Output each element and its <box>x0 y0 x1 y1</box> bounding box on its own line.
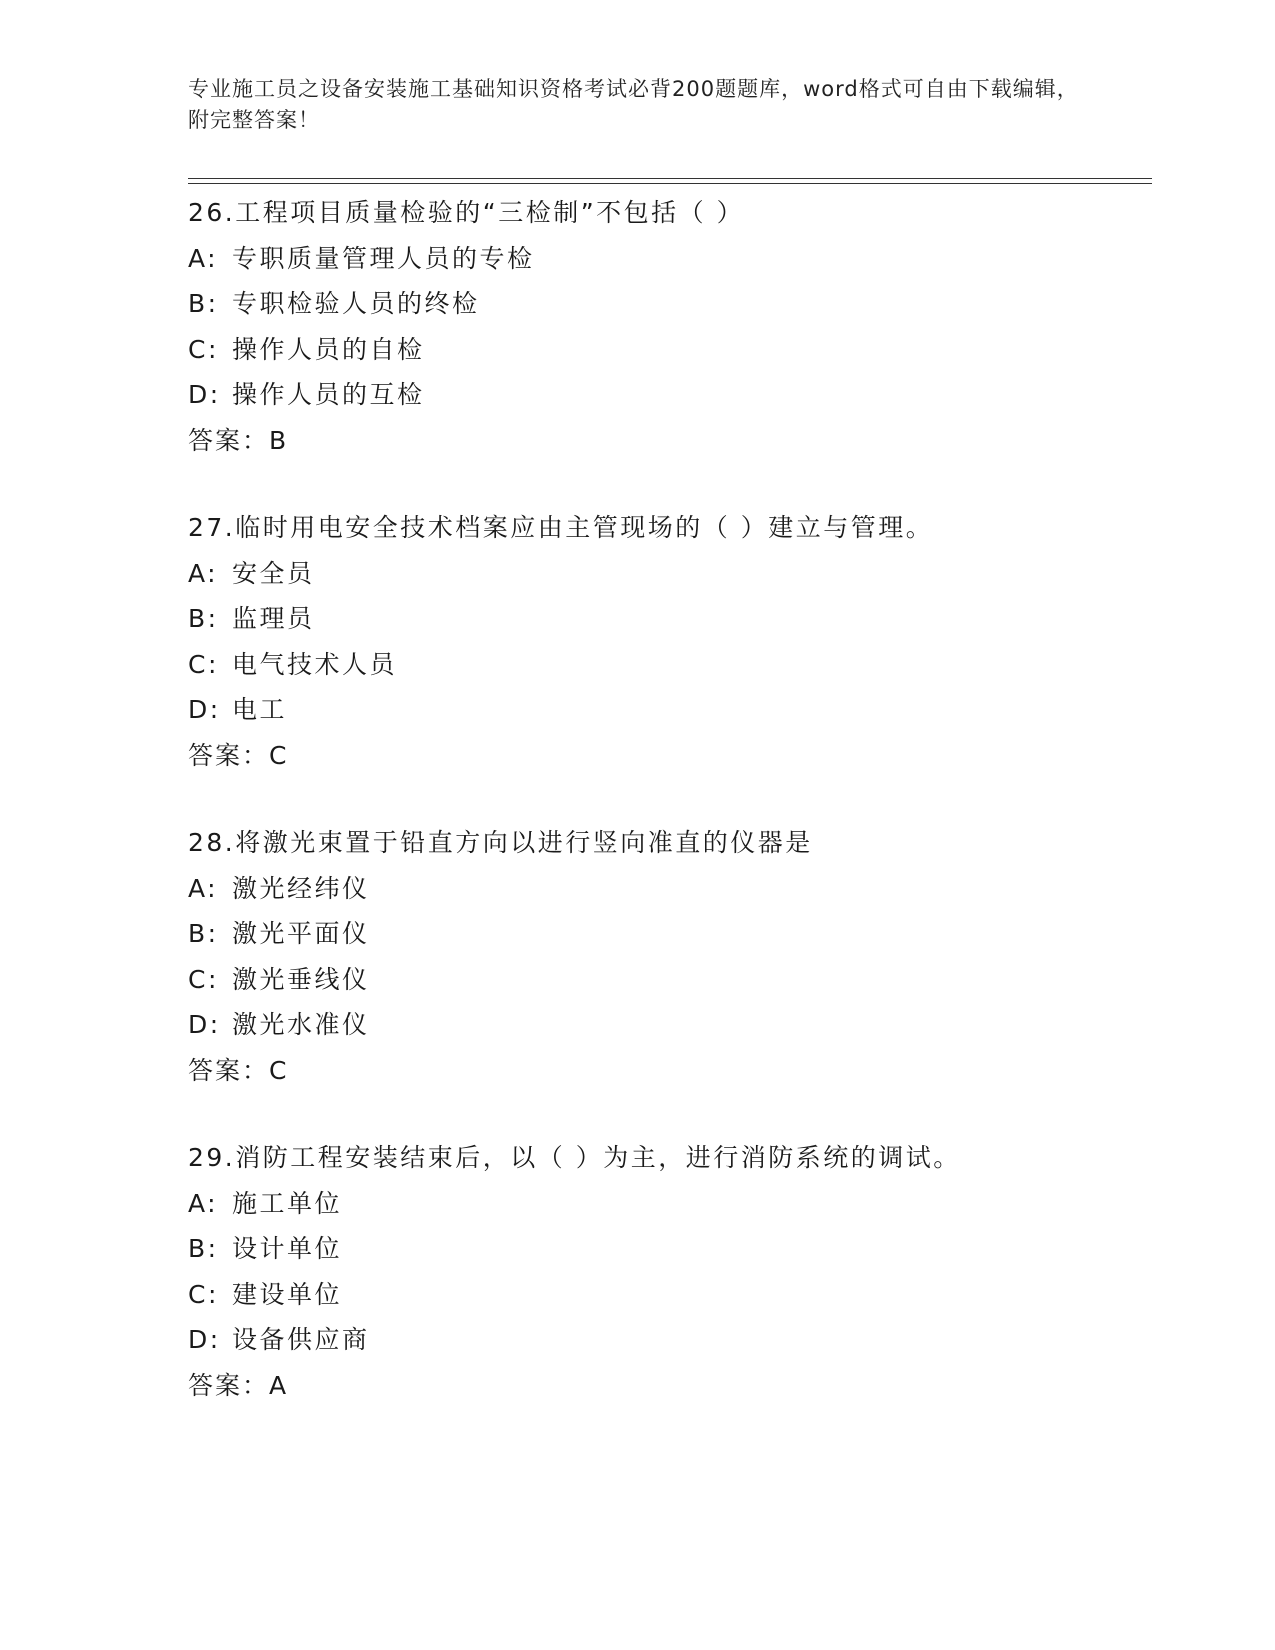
option-d <box>188 372 1148 418</box>
answer-label: 答案： <box>188 425 270 455</box>
option-letter: B: <box>188 289 219 318</box>
header-divider-bottom <box>188 183 1152 184</box>
option-c <box>188 642 1148 688</box>
question-stem: 26.工程项目质量检验的“三检制”不包括（ ） <box>188 198 745 227</box>
question-stem: 27.临时用电安全技术档案应由主管现场的（ ）建立与管理。 <box>188 513 934 542</box>
answer-value: C <box>269 740 289 770</box>
option-text: 设计单位 <box>232 1234 343 1263</box>
option-d <box>188 1002 1148 1048</box>
option-a <box>188 551 1148 597</box>
answer-label: 答案： <box>188 1370 270 1400</box>
question-stem: 29.消防工程安装结束后，以（ ）为主，进行消防系统的调试。 <box>188 1143 961 1172</box>
option-letter: B: <box>188 1234 219 1263</box>
option-letter: D: <box>188 695 221 724</box>
option-d <box>188 687 1148 733</box>
option-text: 建设单位 <box>232 1279 343 1309</box>
answer-line <box>188 1048 1148 1094</box>
option-text: 激光经纬仪 <box>232 873 370 903</box>
option-letter: A: <box>188 1188 219 1218</box>
option-text: 激光平面仪 <box>232 919 370 948</box>
option-text: 安全员 <box>232 558 315 588</box>
answer-value: B <box>269 425 289 455</box>
option-a <box>188 1181 1148 1227</box>
answer-line <box>188 418 1148 464</box>
option-text: 监理员 <box>232 604 315 633</box>
option-c <box>188 327 1148 373</box>
option-text: 专职质量管理人员的专检 <box>232 243 535 273</box>
header-divider-top <box>188 178 1152 179</box>
option-c <box>188 957 1148 1003</box>
option-c <box>188 1272 1148 1318</box>
document-intro: 专业施工员之设备安装施工基础知识资格考试必背200题题库，word格式可自由下载编辑，附完整答案！ <box>188 77 1079 132</box>
option-letter: D: <box>188 380 221 409</box>
answer-value: A <box>269 1370 289 1400</box>
option-text: 激光水准仪 <box>232 1010 370 1039</box>
option-letter: C: <box>188 334 219 364</box>
option-text: 设备供应商 <box>232 1325 370 1354</box>
answer-line <box>188 733 1148 779</box>
option-letter: D: <box>188 1010 221 1039</box>
question-stem: 28.将激光束置于铅直方向以进行竖向准直的仪器是 <box>188 828 813 857</box>
question-29 <box>188 1135 1148 1408</box>
option-b <box>188 1226 1148 1272</box>
option-text: 操作人员的互检 <box>232 380 425 409</box>
option-letter: A: <box>188 558 219 588</box>
option-letter: C: <box>188 964 219 994</box>
option-letter: A: <box>188 243 219 273</box>
question-27 <box>188 505 1148 778</box>
question-26 <box>188 190 1148 463</box>
option-letter: D: <box>188 1325 221 1354</box>
option-letter: B: <box>188 604 219 633</box>
option-letter: C: <box>188 1279 219 1309</box>
option-a <box>188 236 1148 282</box>
option-text: 电气技术人员 <box>232 649 398 679</box>
answer-label: 答案： <box>188 740 270 770</box>
option-text: 操作人员的自检 <box>232 334 425 364</box>
option-b <box>188 281 1148 327</box>
option-letter: C: <box>188 649 219 679</box>
question-list <box>188 190 1148 1450</box>
answer-value: C <box>269 1055 289 1085</box>
option-letter: A: <box>188 873 219 903</box>
option-text: 电工 <box>232 695 288 724</box>
option-letter: B: <box>188 919 219 948</box>
option-text: 施工单位 <box>232 1188 343 1218</box>
option-a <box>188 866 1148 912</box>
option-text: 激光垂线仪 <box>232 964 370 994</box>
option-d <box>188 1317 1148 1363</box>
option-b <box>188 596 1148 642</box>
question-28 <box>188 820 1148 1093</box>
answer-label: 答案： <box>188 1055 270 1085</box>
option-b <box>188 911 1148 957</box>
answer-line <box>188 1363 1148 1409</box>
option-text: 专职检验人员的终检 <box>232 289 480 318</box>
